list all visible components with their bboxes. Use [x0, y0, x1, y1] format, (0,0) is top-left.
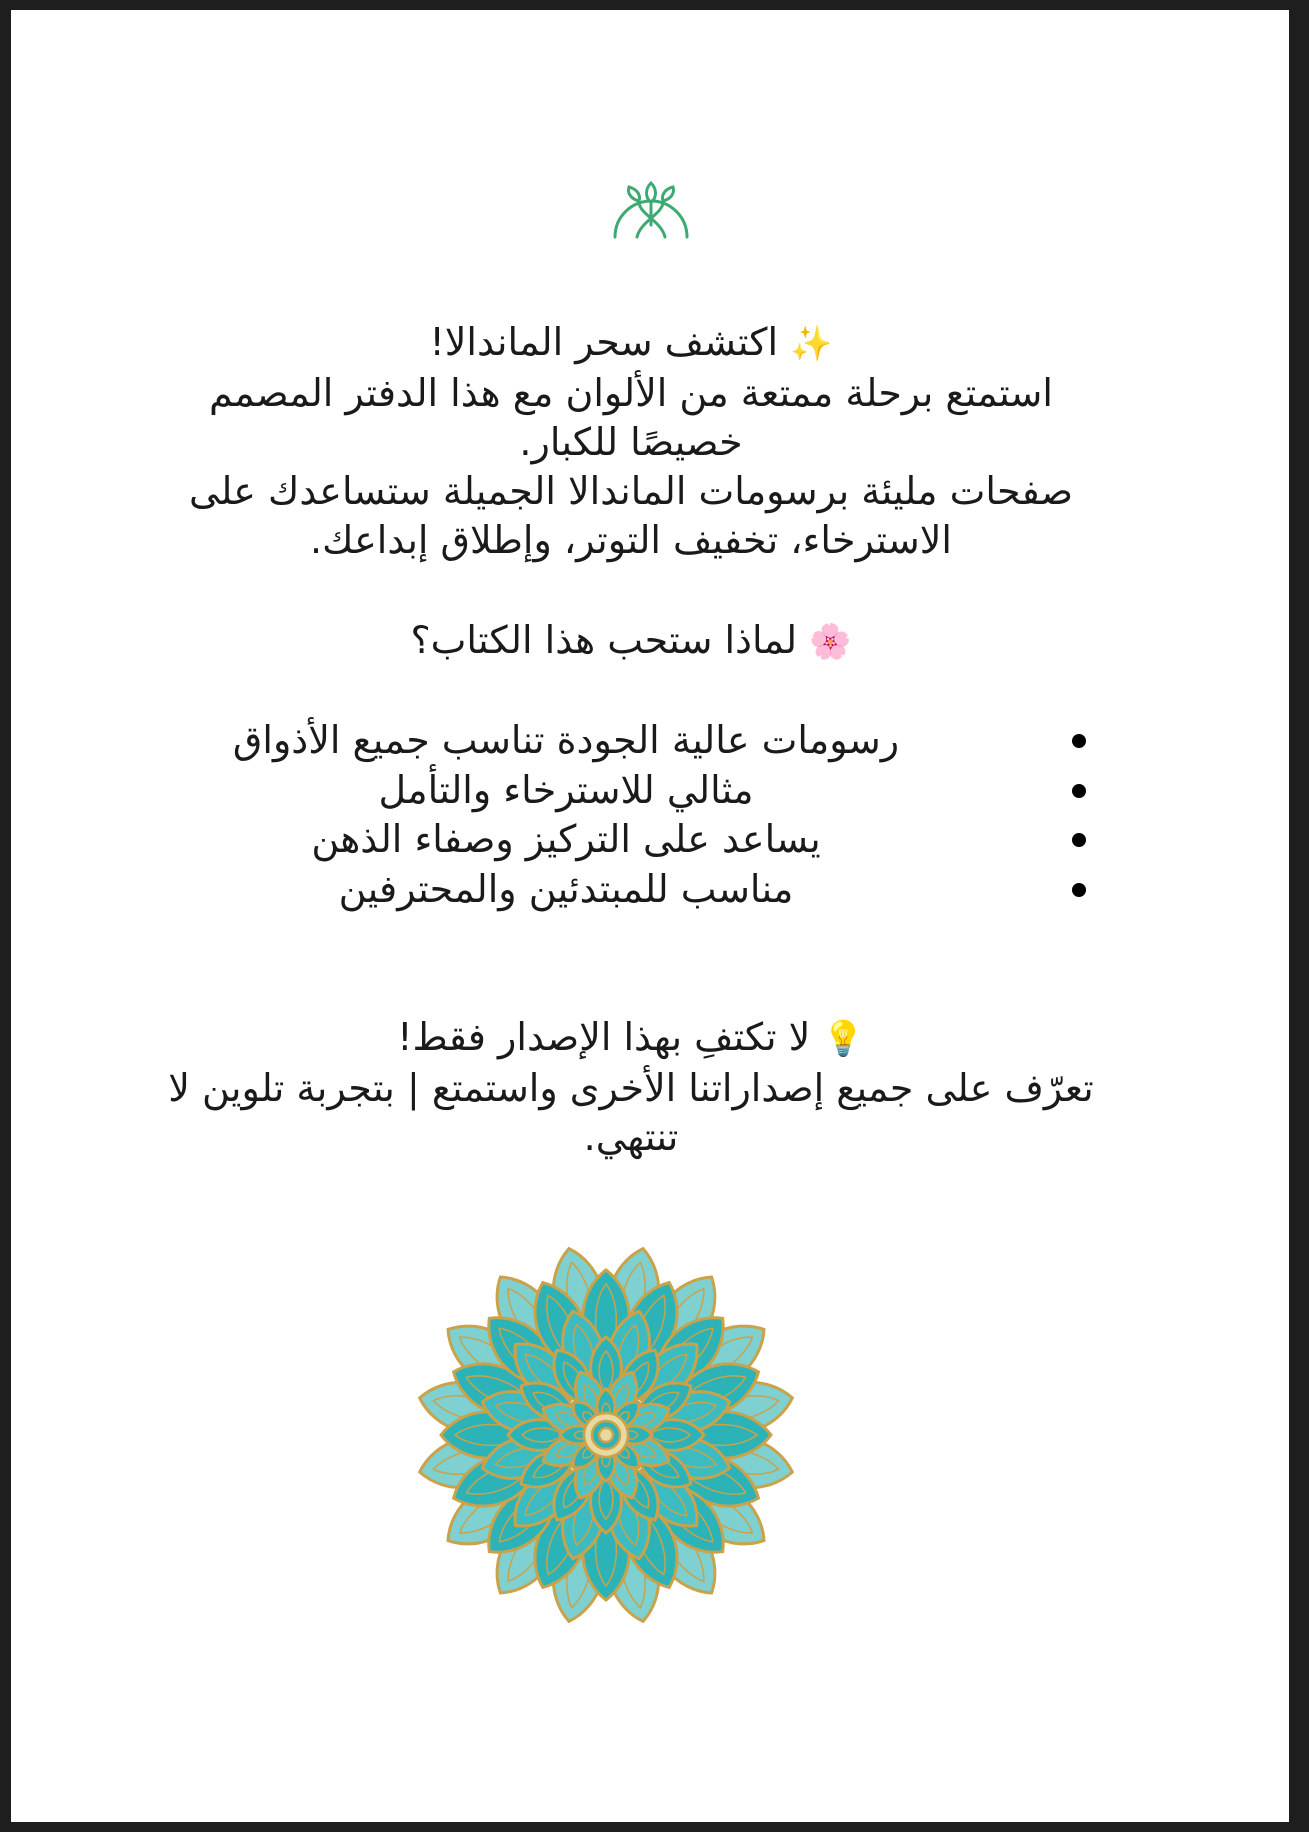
outro-heading: لا تكتفِ بهذا الإصدار فقط! — [397, 1015, 811, 1059]
why-heading-line — [151, 616, 1111, 667]
leaf-sprout-logo-icon — [611, 165, 691, 239]
mandala-flower-icon — [416, 1240, 796, 1630]
intro-heading-line — [151, 318, 1111, 369]
bullet-icon — [1072, 883, 1086, 897]
bullet-icon — [1072, 734, 1086, 748]
features-list — [191, 716, 1091, 914]
outro-section — [161, 1013, 1101, 1162]
why-heading: لماذا ستحب هذا الكتاب؟ — [410, 618, 798, 662]
document-page — [11, 10, 1289, 1822]
intro-section — [151, 318, 1111, 565]
bullet-icon — [1072, 784, 1086, 798]
intro-line-1: استمتع برحلة ممتعة من الألوان مع هذا الدفتر المصمم — [209, 371, 1053, 415]
feature-text: مناسب للمبتدئين والمحترفين — [338, 866, 794, 911]
bullet-icon — [1072, 833, 1086, 847]
feature-text: رسومات عالية الجودة تناسب جميع الأذواق — [232, 718, 900, 762]
intro-line-3: صفحات مليئة برسومات الماندالا الجميلة ستساعدك على — [189, 469, 1073, 513]
outro-line-2: تنتهي. — [583, 1115, 679, 1159]
why-section — [151, 616, 1111, 667]
list-item — [191, 865, 1091, 915]
cherry-blossom-icon: 🌸 — [809, 622, 852, 662]
list-item — [191, 766, 1091, 816]
light-bulb-icon: 💡 — [822, 1019, 865, 1059]
list-item — [191, 716, 1091, 766]
intro-line-2: خصيصًا للكبار. — [519, 420, 743, 464]
intro-line-4: الاسترخاء، تخفيف التوتر، وإطلاق إبداعك. — [310, 518, 952, 562]
intro-heading: اكتشف سحر الماندالا! — [429, 320, 779, 364]
feature-text: يساعد على التركيز وصفاء الذهن — [311, 817, 821, 861]
list-item — [191, 815, 1091, 865]
feature-text: مثالي للاسترخاء والتأمل — [378, 767, 754, 812]
sparkles-icon: ✨ — [790, 324, 833, 364]
outro-line-1: تعرّف على جميع إصداراتنا الأخرى واستمتع | بتجربة تلوين لا — [168, 1066, 1094, 1110]
outro-heading-line — [161, 1013, 1101, 1064]
